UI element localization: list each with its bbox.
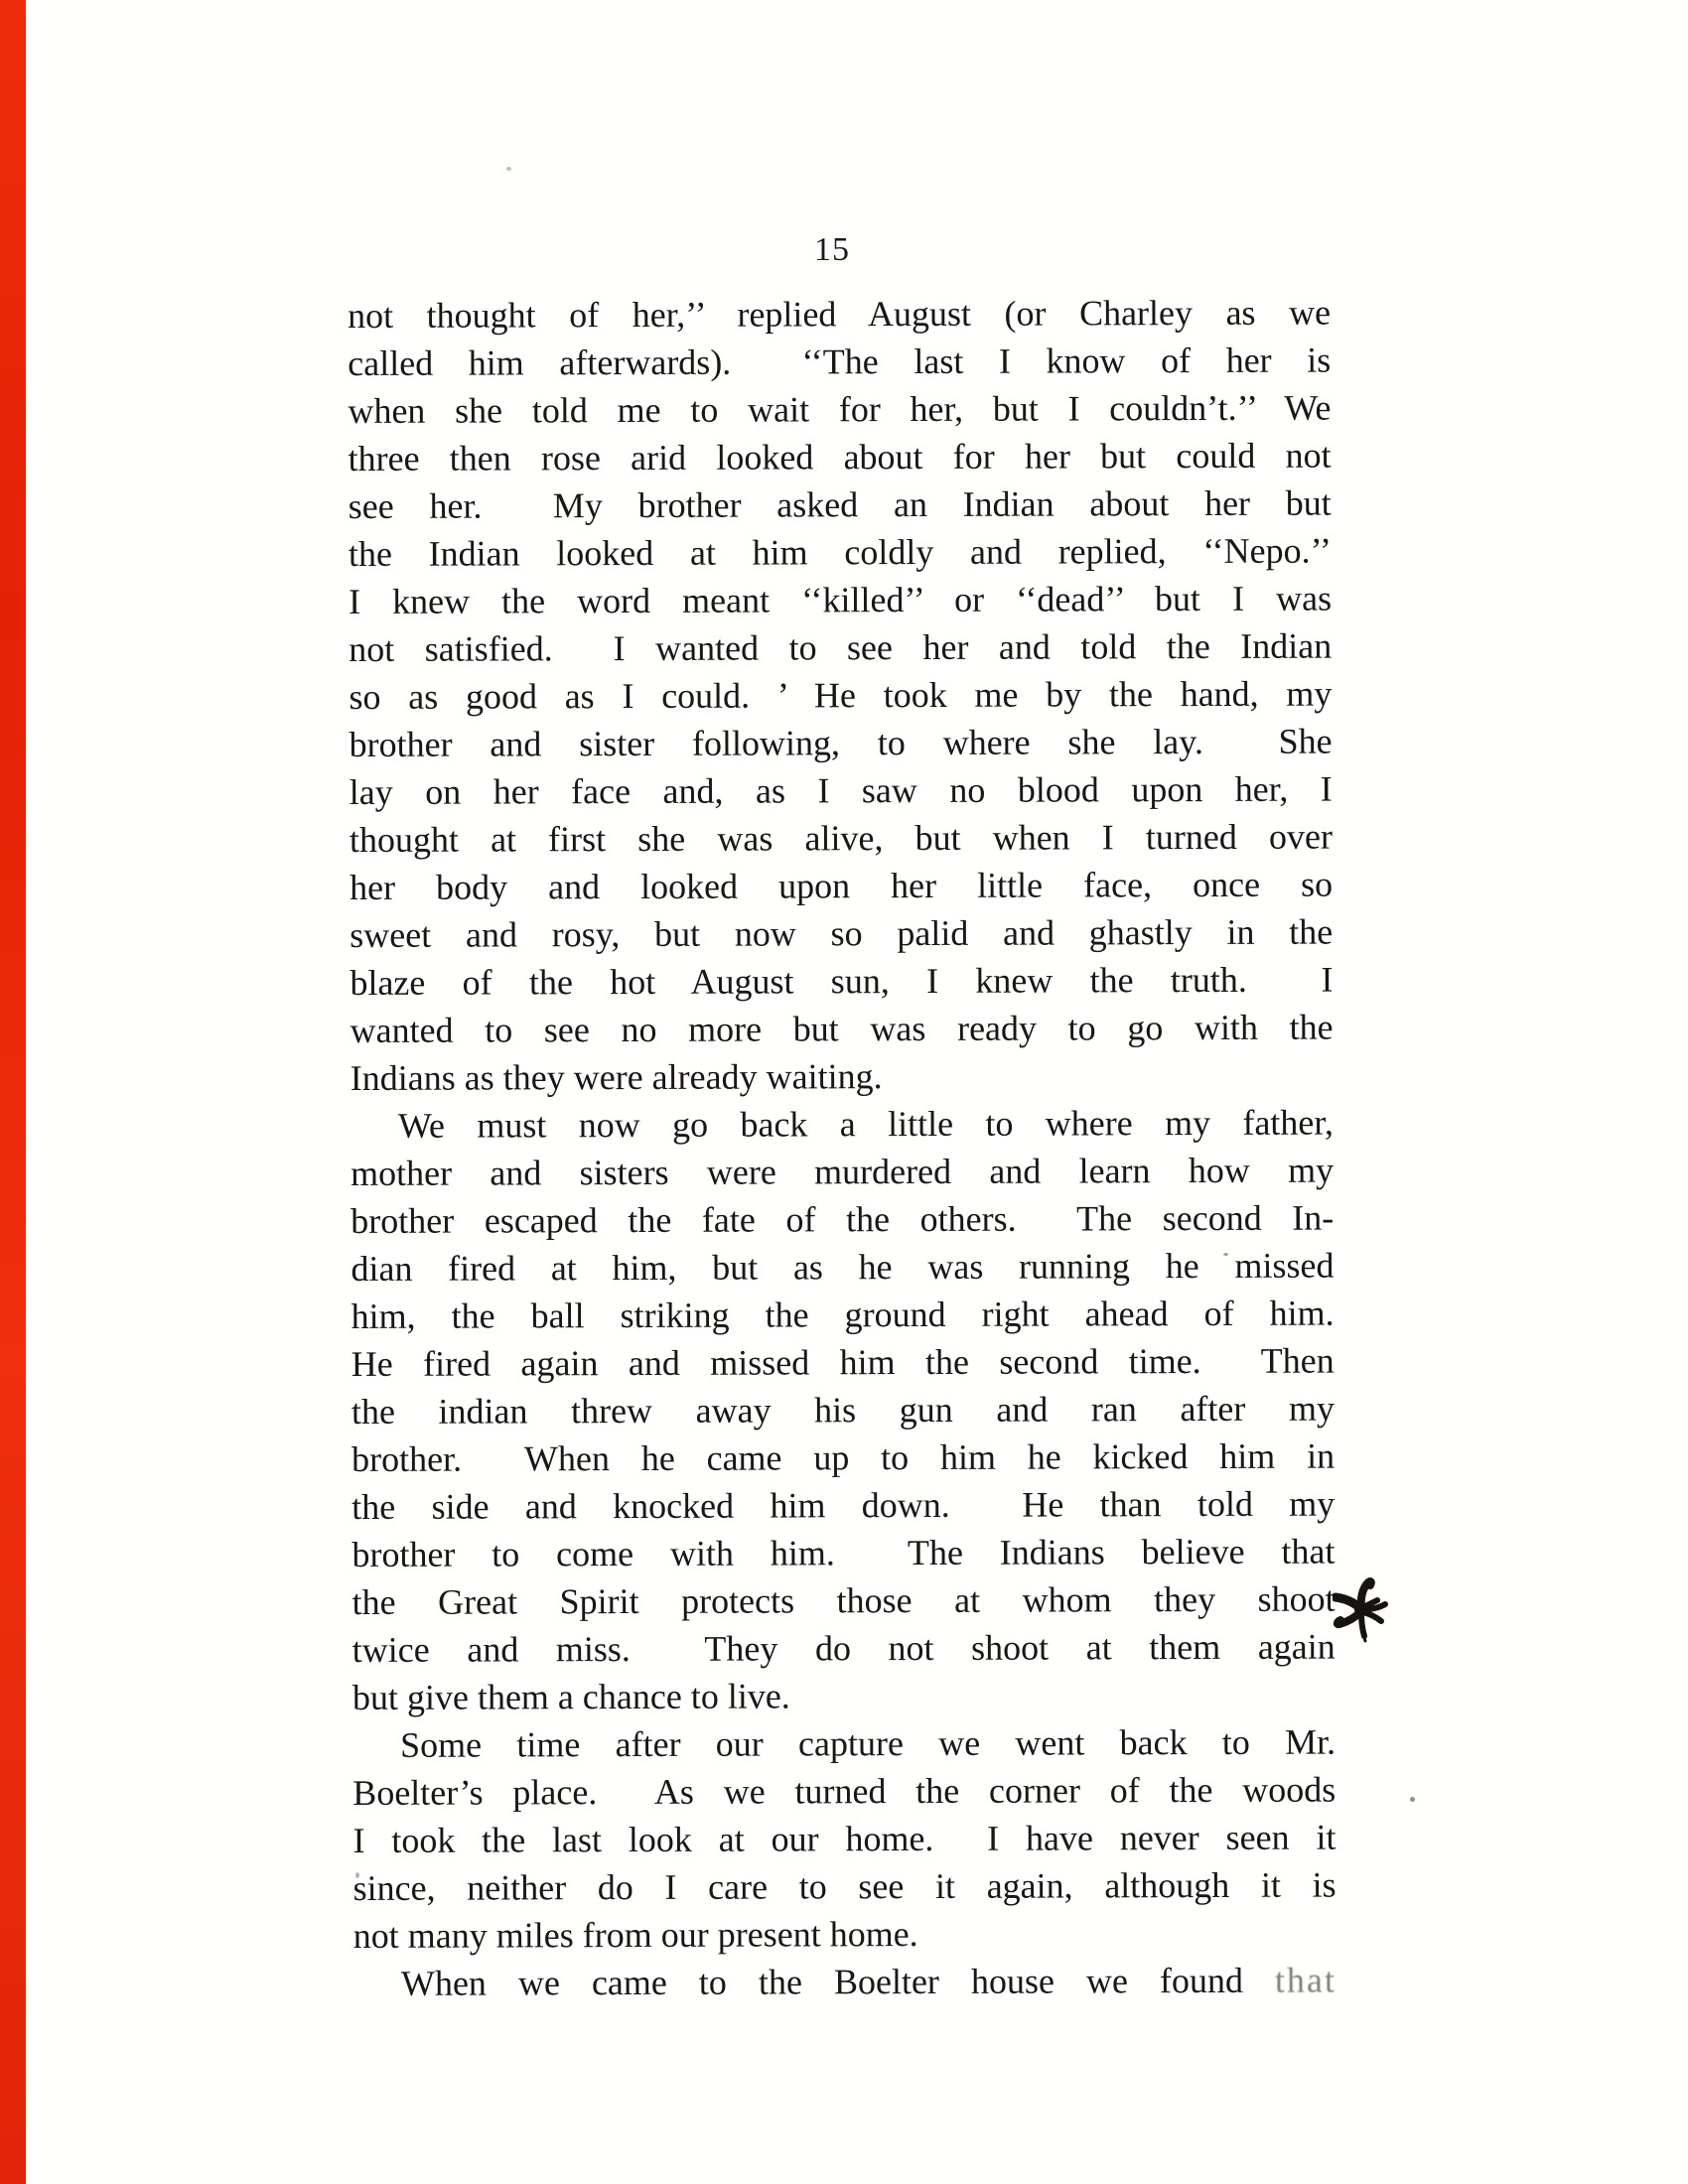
text-line: but give them a chance to live. [352,1676,790,1717]
text-line: brother and sister following, to where she lay. She [349,721,1333,765]
text-line: I knew the word meant ‘‘killed’’ or ‘‘dead’’ but I was [349,578,1333,622]
asterisk-icon [1333,1576,1394,1644]
text-line: three then rose arid looked about for her but could not [348,435,1332,479]
ink-speck [506,167,511,171]
text-line: brother. When he came up to him he kicked him in [352,1435,1336,1479]
text-line: He fired again and missed him the second time. Then [351,1340,1335,1384]
text-line: so as good as I could. ’ He took me by the hand, my [349,673,1333,718]
ink-speck [1223,1253,1228,1256]
faded-word: that [1274,1960,1336,2000]
page-number: 15 [814,231,850,268]
text-line: the Indian looked at him coldly and replied, ‘‘Nepo.’’ [348,530,1332,575]
text-line: thought at first she was alive, but when I turned over [349,816,1333,861]
text-line: not thought of her,’’ replied August (or Charley as we [347,292,1332,337]
text-line: called him afterwards). ‘‘The last I know of her is [348,340,1332,384]
text-line: Boelter’s place. As we turned the corner of the woods [352,1769,1336,1813]
ink-speck [1410,1797,1415,1802]
text-line: not many miles from our present home. [352,1914,918,1956]
text-line: Some time after our capture we went back to Mr. [400,1721,1336,1765]
text-line: since, neither do I care to see it again, although it is [352,1864,1336,1908]
margin-asterisk-mark [1333,1576,1394,1644]
text-line: not satisfied. I wanted to see her and told the Indian [349,625,1333,670]
text-line: dian fired at him, but as he was running he missed [351,1245,1335,1289]
text-block [348,289,1336,2007]
text-line: lay on her face and, as I saw no blood upon her, I [349,768,1333,813]
red-edge-stripe [0,0,26,2184]
text-line: brother to come with him. The Indians believe that [352,1531,1336,1574]
text-line: wanted to see no more but was ready to go with the [350,1007,1334,1051]
text-line: twice and miss. They do not shoot at them again [352,1626,1336,1670]
ink-speck [355,1872,359,1878]
text-line: I took the last look at our home. I have never seen it [352,1817,1336,1860]
text-line: him, the ball striking the ground right ahead of him. [351,1293,1335,1336]
text-line: the side and knocked him down. He than told my [352,1483,1336,1527]
text-line: the Great Spirit protects those at whom they shoot [352,1578,1336,1622]
text-line: see her. My brother asked an Indian about her but [348,482,1332,527]
text-line: when she told me to wait for her, but I couldn’t.’’ We [348,387,1332,432]
text-line: sweet and rosy, but now so palid and ghastly in the [350,911,1334,956]
text-line: the indian threw away his gun and ran after my [351,1388,1335,1432]
text-line: her body and looked upon her little face, once so [350,864,1334,908]
text-line: mother and sisters were murdered and learn how my [351,1150,1335,1193]
text-line: We must now go back a little to where my father, [397,1102,1334,1146]
text-line: brother escaped the fate of the others. The second In- [351,1197,1335,1241]
text-line: When we came to the Boelter house we found that [400,1960,1336,2003]
text-line: blaze of the hot August sun, I knew the truth. I [350,959,1334,1004]
text-line: Indians as they were already waiting. [350,1056,883,1099]
